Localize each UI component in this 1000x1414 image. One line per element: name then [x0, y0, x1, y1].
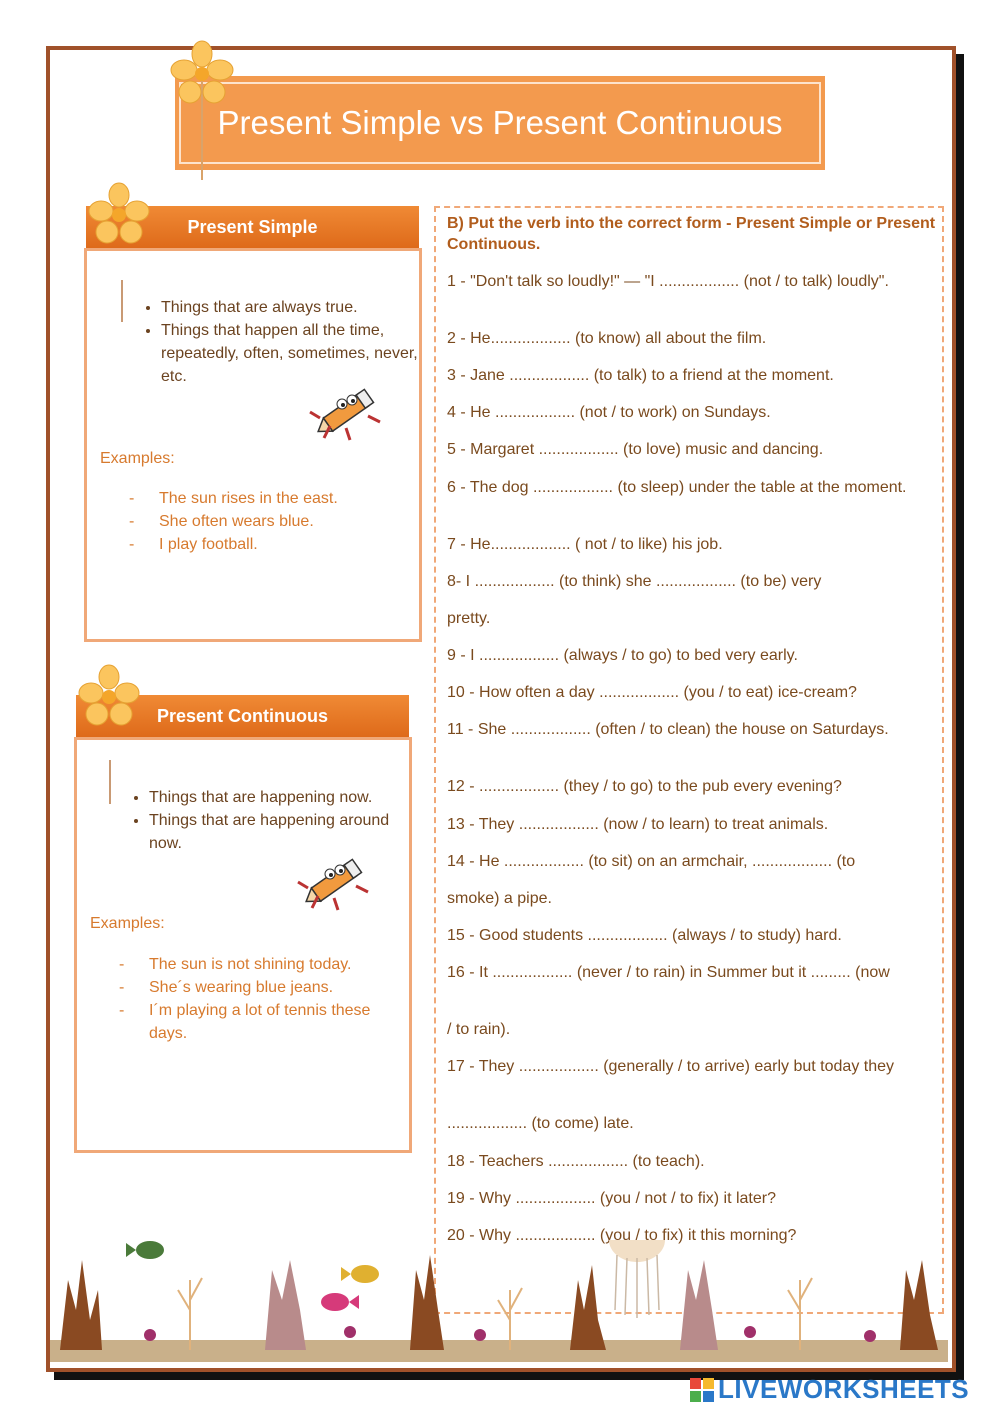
list-item: • Things that are happening around now.	[149, 809, 419, 855]
logo-text: LIVEWORKSHEETS	[718, 1374, 970, 1404]
question-6: 6 - The dog .................. (to sleep) under the table at the moment.	[447, 479, 907, 496]
question-16-cont: / to rain).	[447, 1021, 511, 1038]
flower-icon	[88, 182, 150, 252]
divider	[121, 280, 123, 322]
question-12: 12 - .................. (they / to go) to the pub every evening?	[447, 778, 842, 795]
pencil-mascot-icon	[294, 852, 374, 912]
liveworksheets-logo-icon	[690, 1378, 714, 1402]
question-14-cont: smoke) a pipe.	[447, 890, 552, 907]
list-item: • Things that are happening now.	[149, 786, 419, 809]
pencil-mascot-icon	[306, 382, 386, 442]
footer-logo	[690, 1376, 990, 1406]
present-continuous-examples	[119, 953, 399, 1045]
seabed-decoration	[50, 1240, 948, 1362]
fish-icon	[126, 1241, 164, 1259]
list-item: - She´s wearing blue jeans.	[119, 976, 399, 999]
question-10: 10 - How often a day .................. (you / to eat) ice-cream?	[447, 684, 857, 701]
question-19: 19 - Why .................. (you / not / to fix) it later?	[447, 1190, 776, 1207]
list-item: - I play football.	[129, 533, 399, 556]
question-16: 16 - It .................. (never / to rain) in Summer but it ......... (now	[447, 964, 890, 981]
divider	[109, 760, 111, 804]
question-8: 8- I .................. (to think) she .................. (to be) very	[447, 573, 822, 590]
question-17-cont: .................. (to come) late.	[447, 1115, 634, 1132]
list-item: • Things that are always true.	[161, 296, 423, 319]
question-4: 4 - He .................. (not / to work) on Sundays.	[447, 404, 771, 421]
question-2: 2 - He.................. (to know) all about the film.	[447, 330, 767, 347]
examples-label: Examples:	[100, 450, 175, 467]
present-simple-uses	[139, 296, 423, 388]
present-simple-examples	[129, 487, 399, 556]
question-9: 9 - I .................. (always / to go) to bed very early.	[447, 647, 798, 664]
question-17: 17 - They .................. (generally / to arrive) early but today they	[447, 1058, 895, 1075]
question-13: 13 - They .................. (now / to learn) to treat animals.	[447, 816, 829, 833]
question-15: 15 - Good students .................. (always / to study) hard.	[447, 927, 842, 944]
present-continuous-uses	[127, 786, 419, 855]
question-3: 3 - Jane .................. (to talk) to a friend at the moment.	[447, 367, 834, 384]
title-banner	[175, 76, 825, 170]
present-simple-heading: Present Simple	[86, 206, 419, 248]
list-item: - The sun is not shining today.	[119, 953, 399, 976]
examples-label: Examples:	[90, 915, 165, 932]
flower-icon	[78, 664, 140, 734]
question-8-cont: pretty.	[447, 610, 491, 627]
question-11: 11 - She .................. (often / to clean) the house on Saturdays.	[447, 721, 889, 738]
list-item: - I´m playing a lot of tennis these days.	[119, 999, 399, 1045]
list-item: - She often wears blue.	[129, 510, 399, 533]
list-item: • Things that happen all the time, repeatedly, often, sometimes, never, etc.	[161, 319, 423, 388]
exercise-heading: B) Put the verb into the correct form - Present Simple or Present Continuous.	[447, 215, 936, 253]
jellyfish-icon	[609, 1240, 665, 1318]
list-item: - The sun rises in the east.	[129, 487, 399, 510]
present-continuous-heading: Present Continuous	[76, 695, 409, 737]
question-1: 1 - "Don't talk so loudly!" — "I .................. (not / to talk) loudly".	[447, 273, 889, 290]
fish-icon	[341, 1265, 379, 1283]
question-5: 5 - Margaret .................. (to love) music and dancing.	[447, 441, 824, 458]
question-7: 7 - He.................. ( not / to like) his job.	[447, 536, 723, 553]
question-20: 20 - Why .................. (you / to fix) it this morning?	[447, 1227, 797, 1244]
flower-icon	[170, 40, 234, 180]
page-title: Present Simple vs Present Continuous	[217, 104, 783, 141]
question-14: 14 - He .................. (to sit) on an armchair, .................. (to	[447, 853, 856, 870]
question-18: 18 - Teachers .................. (to teach).	[447, 1153, 705, 1170]
fish-icon	[321, 1293, 359, 1311]
